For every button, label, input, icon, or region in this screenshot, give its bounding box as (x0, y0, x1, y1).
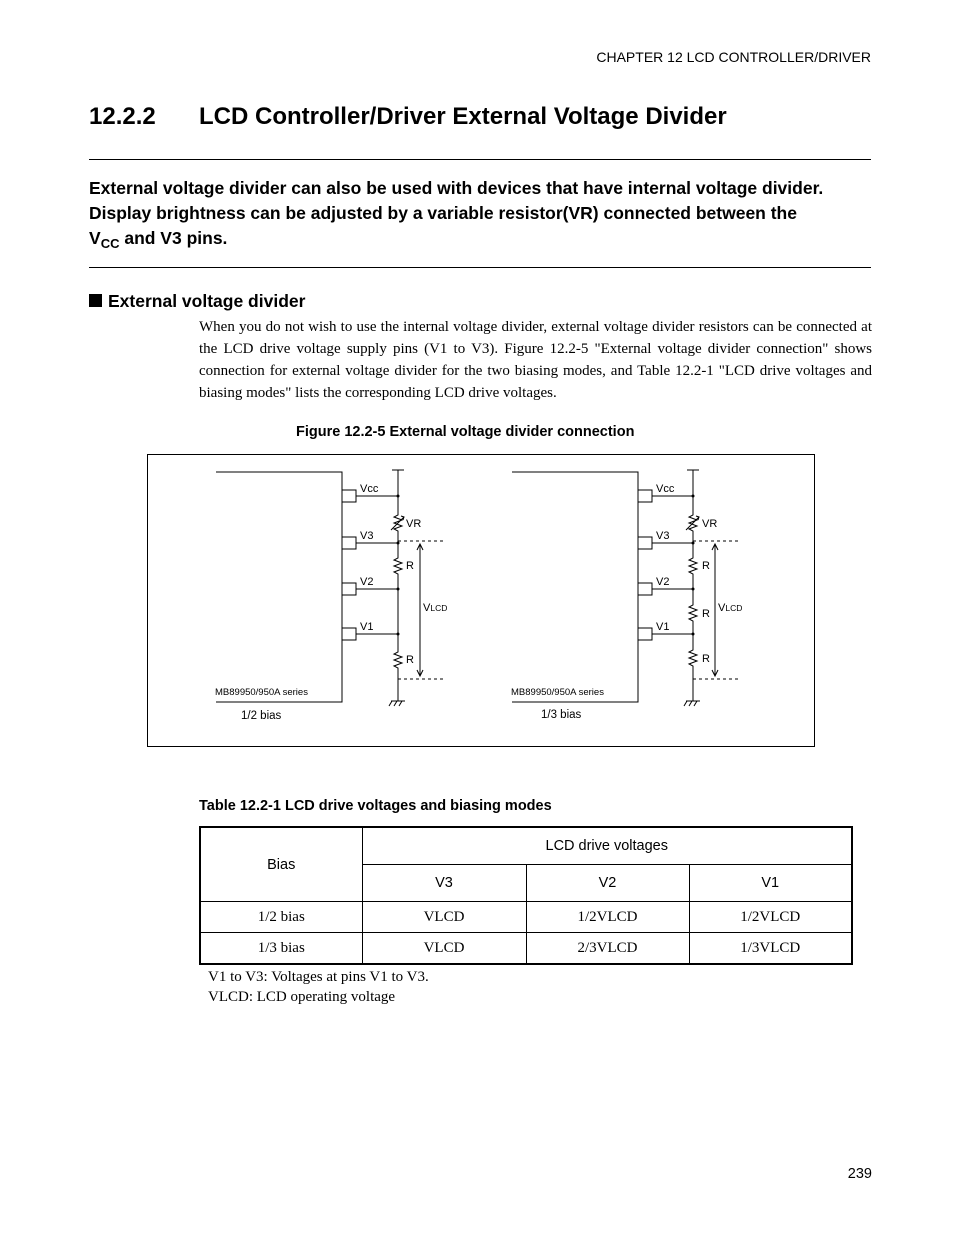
pin-label: V1 (656, 621, 670, 633)
figure-caption: Figure 12.2-5 External voltage divider connection (296, 424, 635, 440)
ground-icon (389, 701, 405, 706)
cell-v1: 1/2VLCD (689, 902, 852, 933)
resistor-label: R (702, 560, 710, 572)
resistor-label: R (702, 653, 710, 665)
pin-label: Vcc (656, 483, 675, 495)
device-label: MB89950/950A series (511, 687, 604, 698)
note-line: V1 to V3: Voltages at pins V1 to V3. (208, 969, 429, 985)
device-label: MB89950/950A series (215, 687, 308, 698)
header-bias: Bias (200, 827, 362, 902)
chip-outline (512, 472, 638, 702)
table-row (200, 902, 852, 933)
ground-icon (684, 701, 700, 706)
resistor-label: R (702, 608, 710, 620)
summary-block (89, 176, 874, 251)
pin-vcc (638, 490, 652, 502)
resistor-label: VR (702, 518, 718, 530)
subsection-heading (89, 291, 305, 312)
bias-label: 1/3 bias (541, 709, 582, 721)
pin-v1 (638, 628, 652, 640)
cell-v2: 1/2VLCD (526, 902, 689, 933)
header-v2: V2 (526, 865, 689, 902)
vlcd-label: VLCD (718, 602, 743, 614)
cell-bias: 1/2 bias (200, 902, 362, 933)
pin-label: V3 (360, 530, 374, 542)
note-line: VLCD: LCD operating voltage (208, 988, 396, 1005)
table-row (200, 933, 852, 965)
table-notes (208, 968, 429, 1007)
variable-resistor-icon (391, 513, 404, 533)
header-drive-voltages: LCD drive voltages (362, 827, 852, 865)
vlcd-label: VLCD (423, 602, 448, 614)
pin-label: Vcc (360, 483, 379, 495)
bias-label: 1/2 bias (241, 710, 282, 722)
pin-v1 (342, 628, 356, 640)
section-number: 12.2.2 (89, 103, 156, 130)
bottom-rule (89, 267, 871, 268)
subsection-title: External voltage divider (108, 291, 306, 311)
figure-frame (147, 454, 815, 747)
page-number: 239 (847, 1166, 872, 1182)
pin-v3 (638, 537, 652, 549)
header-v1: V1 (689, 865, 852, 902)
resistor-icon (689, 648, 697, 668)
circuit-diagram (148, 455, 814, 746)
pin-v3 (342, 537, 356, 549)
summary-line-1: External voltage divider can also be used with devices that have internal voltage divider. (89, 178, 824, 198)
pin-label: V1 (360, 621, 374, 633)
body-paragraph: When you do not wish to use the internal voltage divider, external voltage divider resistors can be connected at the LCD drive voltage supply pins (V1 to V3). Figure 12.2-5 "External voltage divider connection" shows connection for external voltage divider for the two biasing modes, and Table 12.2-1 "LCD drive voltages and biasing modes" lists the corresponding LCD drive voltages. (199, 319, 872, 401)
summary-line-3-rest: and V3 pins. (119, 228, 228, 248)
chip-outline (216, 472, 342, 702)
pin-label: V2 (656, 576, 670, 588)
resistor-label: R (406, 560, 414, 572)
cell-v1: 1/3VLCD (689, 933, 852, 965)
summary-line-3-sub: CC (100, 236, 120, 251)
cell-v3: VLCD (362, 902, 526, 933)
section-title: LCD Controller/Driver External Voltage Divider (199, 103, 727, 130)
pin-vcc (342, 490, 356, 502)
bias-table (199, 826, 853, 965)
resistor-icon (394, 650, 402, 670)
resistor-icon (689, 556, 697, 576)
resistor-icon (689, 603, 697, 623)
resistor-icon (394, 556, 402, 576)
cell-bias: 1/3 bias (200, 933, 362, 965)
circuit-half-bias (215, 470, 447, 722)
cell-v2: 2/3VLCD (526, 933, 689, 965)
summary-line-3-v: V (89, 228, 101, 248)
cell-v3: VLCD (362, 933, 526, 965)
resistor-label: VR (406, 518, 422, 530)
top-rule (89, 159, 871, 160)
resistor-label: R (406, 654, 414, 666)
summary-line-2: Display brightness can be adjusted by a variable resistor(VR) connected between the (89, 203, 797, 223)
pin-label: V3 (656, 530, 670, 542)
table-caption: Table 12.2-1 LCD drive voltages and biasing modes (199, 798, 552, 814)
square-bullet-icon (89, 294, 102, 307)
pin-v2 (638, 583, 652, 595)
variable-resistor-icon (686, 513, 699, 533)
section-heading (89, 103, 727, 131)
pin-v2 (342, 583, 356, 595)
pin-label: V2 (360, 576, 374, 588)
running-header: CHAPTER 12 LCD CONTROLLER/DRIVER (596, 49, 871, 65)
circuit-third-bias (511, 470, 742, 721)
header-v3: V3 (362, 865, 526, 902)
